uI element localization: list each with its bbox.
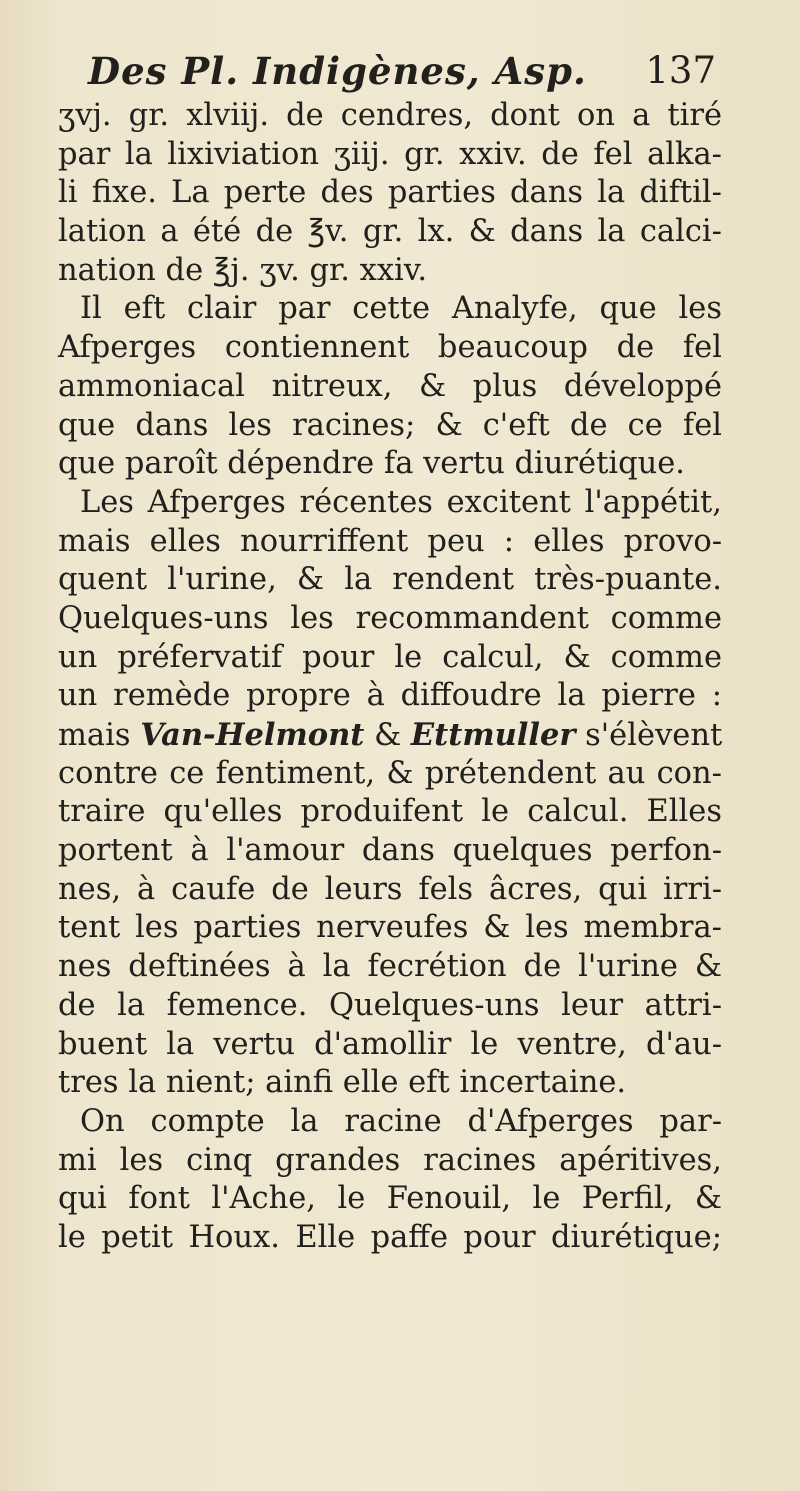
text-line: contre ce fentiment, & prétendent au con- bbox=[58, 755, 722, 791]
text-line: qui font l'Ache, le Fenouil, le Perfil, & bbox=[58, 1181, 722, 1217]
author-name-ettmuller: Ettmuller bbox=[410, 717, 576, 753]
author-name-van-helmont: Van-Helmont bbox=[140, 717, 365, 753]
text-line: quent l'urine, & la rendent très-puante. bbox=[58, 562, 722, 598]
text-line: que paroît dépendre fa vertu diurétique. bbox=[58, 446, 686, 482]
text-line: nes, à caufe de leurs fels âcres, qui irri- bbox=[58, 871, 722, 907]
text-line: tent les parties nerveufes & les membra- bbox=[58, 910, 722, 946]
text-line: Afperges contiennent beaucoup de fel bbox=[58, 330, 722, 366]
text-line: tres la nient; ainfi elle eft incertaine. bbox=[58, 1065, 627, 1101]
text-line: mi les cinq grandes racines apéritives, bbox=[58, 1142, 722, 1178]
line-part: & bbox=[364, 718, 411, 753]
text-line: buent la vertu d'amollir le ventre, d'au- bbox=[58, 1026, 722, 1062]
paragraph-start-line: On compte la racine d'Afperges par- bbox=[80, 1103, 722, 1139]
text-line: nes deftinées à la fecrétion de l'urine & bbox=[58, 949, 722, 985]
text-line: nation de ℥j. ʒv. gr. xxiv. bbox=[58, 252, 428, 288]
text-line: le petit Houx. Elle paffe pour diurétique; bbox=[58, 1219, 722, 1255]
text-line: que dans les racines; & c'eft de ce fel bbox=[58, 407, 722, 443]
paragraph-start-line: Les Afperges récentes excitent l'appétit, bbox=[80, 484, 722, 520]
text-line: portent à l'amour dans quelques perfon- bbox=[58, 833, 722, 869]
text-line-with-names bbox=[58, 716, 722, 755]
line-part: s'élèvent bbox=[575, 718, 723, 753]
text-line: mais elles nourriffent peu : elles provo- bbox=[58, 523, 722, 559]
running-header bbox=[88, 42, 716, 100]
paragraph-start-line: Il eft clair par cette Analyfe, que les bbox=[80, 291, 722, 327]
running-title: Des Pl. Indigènes, Asp. bbox=[88, 49, 587, 93]
text-line: un préfervatif pour le calcul, & comme bbox=[58, 639, 722, 675]
text-line: li fixe. La perte des parties dans la diftil- bbox=[58, 175, 722, 211]
text-line: Quelques-uns les recommandent comme bbox=[58, 600, 722, 636]
page-number: 137 bbox=[645, 49, 716, 92]
text-line: traire qu'elles produifent le calcul. Elles bbox=[58, 794, 722, 830]
text-line: lation a été de ℥v. gr. lx. & dans la calci- bbox=[58, 214, 722, 250]
line-part: mais bbox=[58, 718, 141, 753]
text-line: par la lixiviation ʒiij. gr. xxiv. de fel alka- bbox=[58, 136, 722, 172]
text-line: ammoniacal nitreux, & plus développé bbox=[58, 368, 722, 404]
text-line: un remède propre à diffoudre la pierre : bbox=[58, 678, 722, 714]
text-line: de la femence. Quelques-uns leur attri- bbox=[58, 987, 722, 1023]
body-text bbox=[58, 97, 722, 1258]
text-line: ʒvj. gr. xlviij. de cendres, dont on a tiré bbox=[58, 98, 722, 133]
